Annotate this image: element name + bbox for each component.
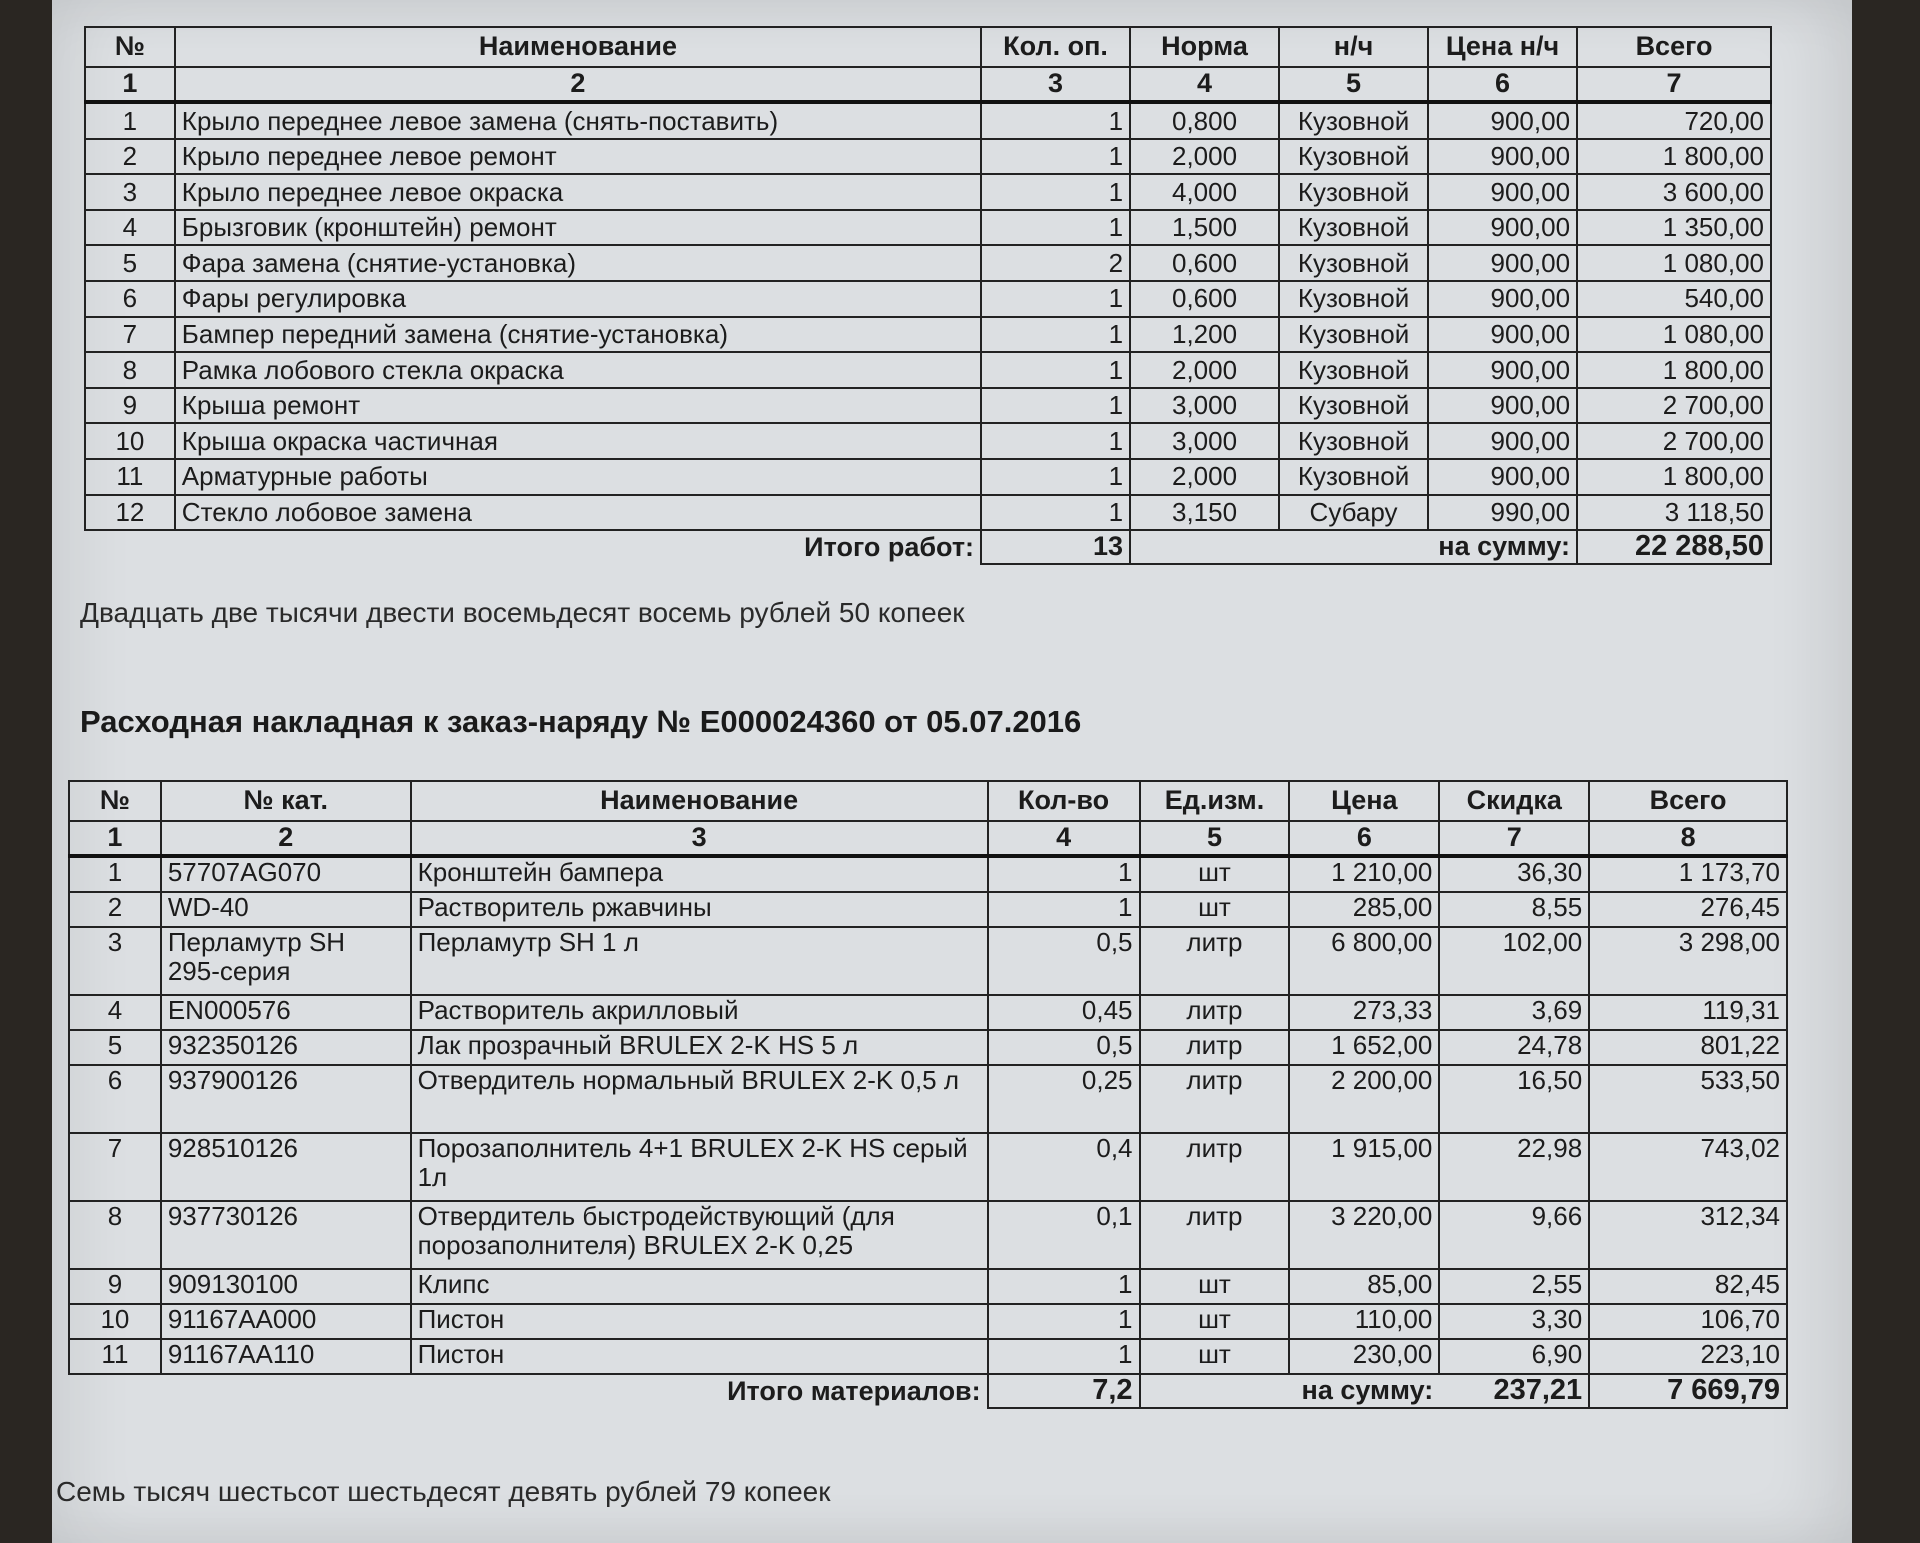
materials-index-cell: 2 bbox=[161, 821, 411, 856]
works-cell-name: Крыша окраска частичная bbox=[175, 423, 981, 459]
materials-cell-qty: 0,4 bbox=[988, 1133, 1140, 1201]
works-cell-norm: 0,600 bbox=[1130, 281, 1279, 317]
works-cell-name: Арматурные работы bbox=[175, 459, 981, 495]
materials-cell-unit: литр bbox=[1140, 1133, 1290, 1201]
materials-cell-discount: 16,50 bbox=[1439, 1065, 1589, 1133]
works-cell-total: 1 350,00 bbox=[1577, 210, 1771, 246]
materials-cell-total: 223,10 bbox=[1589, 1339, 1787, 1374]
works-header-name: Наименование bbox=[175, 27, 981, 67]
works-cell-qty: 1 bbox=[981, 459, 1130, 495]
works-cell-total: 1 800,00 bbox=[1577, 139, 1771, 175]
materials-cell-unit: шт bbox=[1140, 1304, 1290, 1339]
materials-cell-discount: 2,55 bbox=[1439, 1269, 1589, 1304]
works-cell-qty: 1 bbox=[981, 352, 1130, 388]
materials-cell-price: 6 800,00 bbox=[1289, 927, 1439, 995]
works-cell-number: 8 bbox=[85, 352, 175, 388]
works-row bbox=[85, 495, 1771, 531]
materials-cell-discount: 24,78 bbox=[1439, 1030, 1589, 1065]
works-cell-norm: 2,000 bbox=[1130, 139, 1279, 175]
works-cell-price: 900,00 bbox=[1428, 423, 1577, 459]
works-cell-number: 2 bbox=[85, 139, 175, 175]
materials-row bbox=[69, 856, 1787, 892]
works-index-cell: 1 bbox=[85, 67, 175, 102]
materials-header-row bbox=[69, 781, 1787, 821]
works-cell-norm: 3,150 bbox=[1130, 495, 1279, 531]
materials-cell-discount: 9,66 bbox=[1439, 1201, 1589, 1269]
materials-row bbox=[69, 1065, 1787, 1133]
materials-cell-number: 6 bbox=[69, 1065, 161, 1133]
materials-header-n: № bbox=[69, 781, 161, 821]
materials-body bbox=[69, 856, 1787, 1374]
works-cell-name: Фара замена (снятие-установка) bbox=[175, 245, 981, 281]
works-row bbox=[85, 388, 1771, 424]
materials-cell-catalog: EN000576 bbox=[161, 995, 411, 1030]
works-cell-norm: 3,000 bbox=[1130, 423, 1279, 459]
materials-row bbox=[69, 927, 1787, 995]
materials-cell-name: Растворитель акрилловый bbox=[411, 995, 988, 1030]
materials-header-total: Всего bbox=[1589, 781, 1787, 821]
works-header-norm: Норма bbox=[1130, 27, 1279, 67]
materials-cell-price: 3 220,00 bbox=[1289, 1201, 1439, 1269]
works-cell-name: Крыло переднее левое окраска bbox=[175, 174, 981, 210]
works-cell-norm: 1,500 bbox=[1130, 210, 1279, 246]
materials-index-row bbox=[69, 821, 1787, 856]
works-table bbox=[84, 26, 1772, 565]
materials-cell-unit: литр bbox=[1140, 1065, 1290, 1133]
works-cell-total: 720,00 bbox=[1577, 102, 1771, 139]
works-cell-total: 1 800,00 bbox=[1577, 459, 1771, 495]
materials-index-cell: 6 bbox=[1289, 821, 1439, 856]
works-row bbox=[85, 281, 1771, 317]
works-index-cell: 5 bbox=[1279, 67, 1428, 102]
materials-cell-number: 5 bbox=[69, 1030, 161, 1065]
materials-cell-number: 2 bbox=[69, 892, 161, 927]
materials-cell-number: 3 bbox=[69, 927, 161, 995]
materials-cell-price: 110,00 bbox=[1289, 1304, 1439, 1339]
materials-cell-catalog: 91167AA000 bbox=[161, 1304, 411, 1339]
works-cell-name: Фары регулировка bbox=[175, 281, 981, 317]
works-cell-norm: 4,000 bbox=[1130, 174, 1279, 210]
works-cell-qty: 1 bbox=[981, 388, 1130, 424]
works-cell-number: 3 bbox=[85, 174, 175, 210]
works-sum-in-words: Двадцать две тысячи двести восемьдесят восемь рублей 50 копеек bbox=[80, 597, 965, 628]
materials-cell-number: 10 bbox=[69, 1304, 161, 1339]
works-header-total: Всего bbox=[1577, 27, 1771, 67]
materials-cell-qty: 0,5 bbox=[988, 1030, 1140, 1065]
materials-cell-number: 7 bbox=[69, 1133, 161, 1201]
materials-cell-name: Отвердитель быстродействующий (для порозаполнителя) BRULEX 2-K 0,25 bbox=[411, 1201, 988, 1269]
works-cell-norm: 2,000 bbox=[1130, 459, 1279, 495]
materials-cell-number: 11 bbox=[69, 1339, 161, 1374]
works-cell-type: Кузовной bbox=[1279, 210, 1428, 246]
materials-cell-name: Пистон bbox=[411, 1304, 988, 1339]
works-body bbox=[85, 102, 1771, 530]
materials-header-cat: № кат. bbox=[161, 781, 411, 821]
works-cell-type: Субару bbox=[1279, 495, 1428, 531]
materials-cell-price: 1 652,00 bbox=[1289, 1030, 1439, 1065]
works-cell-type: Кузовной bbox=[1279, 388, 1428, 424]
works-cell-norm: 2,000 bbox=[1130, 352, 1279, 388]
works-index-cell: 4 bbox=[1130, 67, 1279, 102]
works-cell-qty: 1 bbox=[981, 139, 1130, 175]
works-cell-qty: 1 bbox=[981, 423, 1130, 459]
works-cell-total: 540,00 bbox=[1577, 281, 1771, 317]
materials-cell-total: 801,22 bbox=[1589, 1030, 1787, 1065]
works-cell-name: Стекло лобовое замена bbox=[175, 495, 981, 531]
materials-total-qty: 7,2 bbox=[988, 1374, 1140, 1408]
works-cell-price: 900,00 bbox=[1428, 352, 1577, 388]
materials-cell-number: 8 bbox=[69, 1201, 161, 1269]
works-cell-type: Кузовной bbox=[1279, 139, 1428, 175]
materials-index-cell: 5 bbox=[1140, 821, 1290, 856]
works-row bbox=[85, 245, 1771, 281]
works-cell-qty: 1 bbox=[981, 210, 1130, 246]
materials-cell-number: 4 bbox=[69, 995, 161, 1030]
works-cell-price: 900,00 bbox=[1428, 210, 1577, 246]
works-cell-name: Крыша ремонт bbox=[175, 388, 981, 424]
materials-row bbox=[69, 995, 1787, 1030]
materials-row bbox=[69, 1304, 1787, 1339]
materials-index-cell: 4 bbox=[988, 821, 1140, 856]
works-cell-price: 900,00 bbox=[1428, 245, 1577, 281]
materials-sum-value: 7 669,79 bbox=[1589, 1374, 1787, 1408]
works-cell-total: 3 118,50 bbox=[1577, 495, 1771, 531]
works-cell-price: 900,00 bbox=[1428, 459, 1577, 495]
works-cell-type: Кузовной bbox=[1279, 459, 1428, 495]
works-cell-type: Кузовной bbox=[1279, 102, 1428, 139]
works-cell-qty: 1 bbox=[981, 174, 1130, 210]
materials-header-name: Наименование bbox=[411, 781, 988, 821]
works-cell-price: 900,00 bbox=[1428, 388, 1577, 424]
works-cell-total: 2 700,00 bbox=[1577, 423, 1771, 459]
works-total-label: Итого работ: bbox=[804, 531, 975, 562]
materials-cell-price: 2 200,00 bbox=[1289, 1065, 1439, 1133]
materials-row bbox=[69, 1133, 1787, 1201]
works-cell-number: 6 bbox=[85, 281, 175, 317]
materials-cell-qty: 0,45 bbox=[988, 995, 1140, 1030]
materials-index-cell: 8 bbox=[1589, 821, 1787, 856]
works-cell-type: Кузовной bbox=[1279, 245, 1428, 281]
materials-index-cell: 7 bbox=[1439, 821, 1589, 856]
works-index-cell: 7 bbox=[1577, 67, 1771, 102]
works-header-price: Цена н/ч bbox=[1428, 27, 1577, 67]
works-cell-number: 7 bbox=[85, 317, 175, 353]
materials-cell-discount: 6,90 bbox=[1439, 1339, 1589, 1374]
works-cell-price: 900,00 bbox=[1428, 317, 1577, 353]
works-cell-norm: 3,000 bbox=[1130, 388, 1279, 424]
materials-cell-total: 312,34 bbox=[1589, 1201, 1787, 1269]
materials-cell-price: 230,00 bbox=[1289, 1339, 1439, 1374]
works-row bbox=[85, 102, 1771, 139]
materials-cell-discount: 102,00 bbox=[1439, 927, 1589, 995]
works-header-qty: Кол. оп. bbox=[981, 27, 1130, 67]
works-cell-type: Кузовной bbox=[1279, 174, 1428, 210]
materials-cell-total: 106,70 bbox=[1589, 1304, 1787, 1339]
works-row bbox=[85, 352, 1771, 388]
materials-cell-qty: 1 bbox=[988, 1304, 1140, 1339]
materials-cell-unit: литр bbox=[1140, 927, 1290, 995]
materials-cell-catalog: 91167AA110 bbox=[161, 1339, 411, 1374]
works-sum-value: 22 288,50 bbox=[1577, 530, 1771, 564]
works-cell-qty: 1 bbox=[981, 495, 1130, 531]
works-cell-price: 900,00 bbox=[1428, 139, 1577, 175]
materials-cell-discount: 3,69 bbox=[1439, 995, 1589, 1030]
works-cell-number: 4 bbox=[85, 210, 175, 246]
materials-cell-name: Порозаполнитель 4+1 BRULEX 2-K HS серый 1л bbox=[411, 1133, 988, 1201]
materials-cell-unit: шт bbox=[1140, 1269, 1290, 1304]
works-row bbox=[85, 174, 1771, 210]
works-cell-qty: 2 bbox=[981, 245, 1130, 281]
works-index-cell: 3 bbox=[981, 67, 1130, 102]
materials-cell-price: 285,00 bbox=[1289, 892, 1439, 927]
materials-cell-total: 276,45 bbox=[1589, 892, 1787, 927]
materials-cell-catalog: 928510126 bbox=[161, 1133, 411, 1201]
materials-cell-discount: 36,30 bbox=[1439, 856, 1589, 892]
works-cell-number: 12 bbox=[85, 495, 175, 531]
works-cell-qty: 1 bbox=[981, 281, 1130, 317]
materials-cell-price: 1 210,00 bbox=[1289, 856, 1439, 892]
materials-cell-total: 743,02 bbox=[1589, 1133, 1787, 1201]
works-cell-type: Кузовной bbox=[1279, 423, 1428, 459]
works-header-type: н/ч bbox=[1279, 27, 1428, 67]
materials-index-cell: 3 bbox=[411, 821, 988, 856]
materials-cell-number: 1 bbox=[69, 856, 161, 892]
materials-cell-catalog: 909130100 bbox=[161, 1269, 411, 1304]
works-cell-total: 2 700,00 bbox=[1577, 388, 1771, 424]
materials-title: Расходная накладная к заказ-наряду № Е000024360 от 05.07.2016 bbox=[80, 704, 1082, 739]
works-total-row bbox=[85, 530, 1771, 564]
materials-cell-total: 82,45 bbox=[1589, 1269, 1787, 1304]
materials-row bbox=[69, 1339, 1787, 1374]
materials-cell-price: 1 915,00 bbox=[1289, 1133, 1439, 1201]
materials-cell-name: Пистон bbox=[411, 1339, 988, 1374]
works-cell-total: 1 080,00 bbox=[1577, 245, 1771, 281]
works-cell-price: 900,00 bbox=[1428, 281, 1577, 317]
works-cell-price: 990,00 bbox=[1428, 495, 1577, 531]
materials-cell-discount: 22,98 bbox=[1439, 1133, 1589, 1201]
works-header-n: № bbox=[85, 27, 175, 67]
works-cell-total: 1 800,00 bbox=[1577, 352, 1771, 388]
works-header-row bbox=[85, 27, 1771, 67]
works-cell-name: Брызговик (кронштейн) ремонт bbox=[175, 210, 981, 246]
works-cell-norm: 1,200 bbox=[1130, 317, 1279, 353]
works-cell-total: 3 600,00 bbox=[1577, 174, 1771, 210]
materials-row bbox=[69, 892, 1787, 927]
materials-cell-number: 9 bbox=[69, 1269, 161, 1304]
materials-cell-total: 533,50 bbox=[1589, 1065, 1787, 1133]
materials-cell-qty: 0,1 bbox=[988, 1201, 1140, 1269]
materials-sum-in-words: Семь тысяч шестьсот шестьдесят девять рублей 79 копеек bbox=[56, 1476, 831, 1507]
materials-header-disc: Скидка bbox=[1439, 781, 1589, 821]
materials-cell-total: 1 173,70 bbox=[1589, 856, 1787, 892]
materials-cell-qty: 1 bbox=[988, 1269, 1140, 1304]
works-cell-number: 11 bbox=[85, 459, 175, 495]
materials-header-qty: Кол-во bbox=[988, 781, 1140, 821]
works-cell-price: 900,00 bbox=[1428, 174, 1577, 210]
materials-cell-price: 85,00 bbox=[1289, 1269, 1439, 1304]
works-cell-norm: 0,600 bbox=[1130, 245, 1279, 281]
materials-header-unit: Ед.изм. bbox=[1140, 781, 1290, 821]
materials-row bbox=[69, 1030, 1787, 1065]
materials-cell-discount: 3,30 bbox=[1439, 1304, 1589, 1339]
materials-cell-catalog: 57707AG070 bbox=[161, 856, 411, 892]
materials-row bbox=[69, 1269, 1787, 1304]
works-sum-label: на сумму: bbox=[1130, 530, 1577, 564]
works-cell-number: 1 bbox=[85, 102, 175, 139]
works-total-qty: 13 bbox=[981, 530, 1130, 564]
works-cell-type: Кузовной bbox=[1279, 281, 1428, 317]
materials-cell-qty: 0,25 bbox=[988, 1065, 1140, 1133]
works-cell-name: Рамка лобового стекла окраска bbox=[175, 352, 981, 388]
materials-cell-name: Лак прозрачный BRULEX 2-K HS 5 л bbox=[411, 1030, 988, 1065]
materials-cell-catalog: WD-40 bbox=[161, 892, 411, 927]
materials-cell-qty: 1 bbox=[988, 1339, 1140, 1374]
works-cell-number: 9 bbox=[85, 388, 175, 424]
works-index-cell: 6 bbox=[1428, 67, 1577, 102]
materials-total-row bbox=[69, 1374, 1787, 1408]
materials-cell-catalog: 937730126 bbox=[161, 1201, 411, 1269]
materials-cell-total: 119,31 bbox=[1589, 995, 1787, 1030]
materials-cell-unit: литр bbox=[1140, 995, 1290, 1030]
works-row bbox=[85, 210, 1771, 246]
materials-cell-unit: литр bbox=[1140, 1201, 1290, 1269]
works-cell-qty: 1 bbox=[981, 102, 1130, 139]
materials-cell-name: Клипс bbox=[411, 1269, 988, 1304]
materials-cell-name: Растворитель ржавчины bbox=[411, 892, 988, 927]
works-cell-type: Кузовной bbox=[1279, 317, 1428, 353]
materials-cell-total: 3 298,00 bbox=[1589, 927, 1787, 995]
materials-cell-unit: шт bbox=[1140, 892, 1290, 927]
materials-table bbox=[68, 780, 1788, 1409]
works-cell-price: 900,00 bbox=[1428, 102, 1577, 139]
materials-cell-unit: шт bbox=[1140, 1339, 1290, 1374]
works-cell-qty: 1 bbox=[981, 317, 1130, 353]
works-index-row bbox=[85, 67, 1771, 102]
materials-row bbox=[69, 1201, 1787, 1269]
works-cell-number: 10 bbox=[85, 423, 175, 459]
works-index-cell: 2 bbox=[175, 67, 981, 102]
materials-cell-qty: 1 bbox=[988, 892, 1140, 927]
materials-header-price: Цена bbox=[1289, 781, 1439, 821]
materials-sum-disc: 237,21 bbox=[1439, 1374, 1589, 1408]
materials-cell-catalog: 937900126 bbox=[161, 1065, 411, 1133]
materials-cell-catalog: 932350126 bbox=[161, 1030, 411, 1065]
materials-cell-qty: 0,5 bbox=[988, 927, 1140, 995]
works-row bbox=[85, 423, 1771, 459]
works-row bbox=[85, 317, 1771, 353]
works-row bbox=[85, 139, 1771, 175]
materials-cell-catalog: Перламутр SH 295-серия bbox=[161, 927, 411, 995]
works-cell-total: 1 080,00 bbox=[1577, 317, 1771, 353]
works-cell-name: Крыло переднее левое замена (снять-поставить) bbox=[175, 102, 981, 139]
materials-cell-qty: 1 bbox=[988, 856, 1140, 892]
materials-cell-name: Перламутр SH 1 л bbox=[411, 927, 988, 995]
materials-cell-discount: 8,55 bbox=[1439, 892, 1589, 927]
works-cell-norm: 0,800 bbox=[1130, 102, 1279, 139]
materials-cell-unit: шт bbox=[1140, 856, 1290, 892]
works-cell-name: Крыло переднее левое ремонт bbox=[175, 139, 981, 175]
materials-index-cell: 1 bbox=[69, 821, 161, 856]
document-sheet bbox=[52, 0, 1852, 1543]
materials-sum-label: на сумму: bbox=[1140, 1374, 1440, 1408]
works-cell-number: 5 bbox=[85, 245, 175, 281]
works-cell-type: Кузовной bbox=[1279, 352, 1428, 388]
materials-cell-unit: литр bbox=[1140, 1030, 1290, 1065]
works-row bbox=[85, 459, 1771, 495]
works-cell-name: Бампер передний замена (снятие-установка) bbox=[175, 317, 981, 353]
materials-cell-price: 273,33 bbox=[1289, 995, 1439, 1030]
materials-cell-name: Кронштейн бампера bbox=[411, 856, 988, 892]
materials-cell-name: Отвердитель нормальный BRULEX 2-K 0,5 л bbox=[411, 1065, 988, 1133]
materials-total-label: Итого материалов: bbox=[727, 1375, 981, 1406]
